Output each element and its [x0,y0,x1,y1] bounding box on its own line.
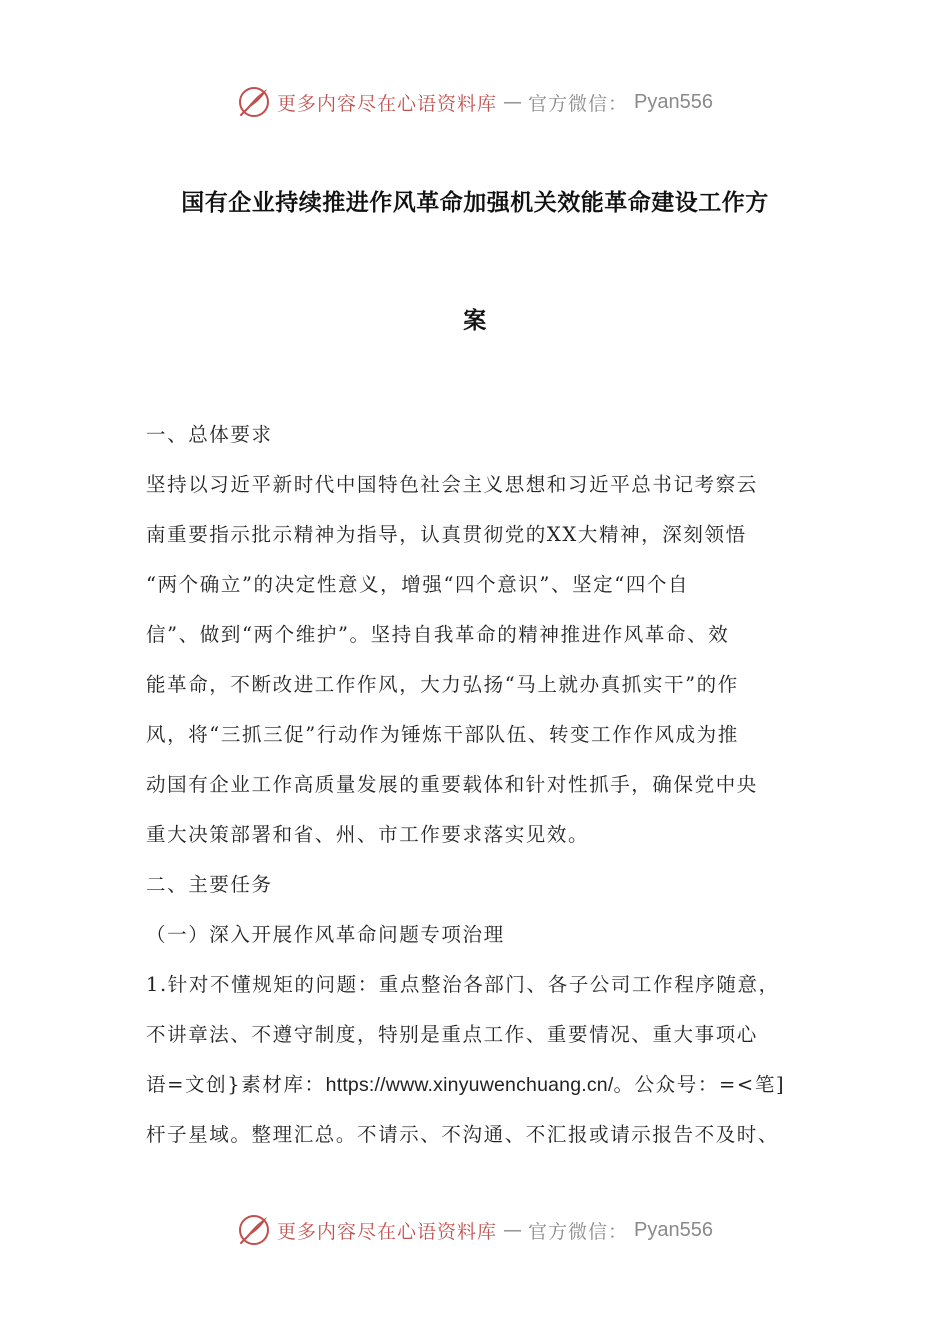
paragraph-line: 动国有企业工作高质量发展的重要载体和针对性抓手，确保党中央 [146,773,758,796]
subsection-heading: （一）深入开展作风革命问题专项治理 [146,923,505,946]
paragraph-line: 重大决策部署和省、州、市工作要求落实见效。 [146,823,590,846]
section-heading-overall-requirements: 一、总体要求 [146,423,273,446]
source-url-link[interactable]: https://www.xinyuwenchuang.cn/ [325,1074,614,1096]
document-title-line-2: 案 [463,308,487,334]
header-watermark [0,80,950,124]
section-heading-main-tasks: 二、主要任务 [146,873,273,896]
footer-watermark [0,1208,950,1252]
watermark-wechat-id: Pyan556 [634,90,713,113]
watermark-label: 官方微信： [528,92,629,115]
paragraph-text: 语=文创}素材库： [146,1073,326,1096]
paragraph-line: 南重要指示批示精神为指导，认真贯彻党的XX大精神，深刻领悟 [146,523,747,546]
watermark-separator: — [503,1219,523,1241]
watermark-brand: 更多内容尽在心语资料库 [277,1220,498,1243]
watermark-wechat-id: Pyan556 [634,1218,713,1241]
paragraph-text: 。公众号：=<笔] [613,1073,786,1096]
paragraph-line: 杆子星域。整理汇总。不请示、不沟通、不汇报或请示报告不及时、 [146,1123,780,1146]
quill-pen-logo-icon [237,1213,271,1247]
watermark-separator: — [503,91,523,113]
paragraph-line: 风，将“三抓三促”行动作为锤炼干部队伍、转变工作作风成为推 [146,723,739,746]
paragraph-line: 不讲章法、不遵守制度，特别是重点工作、重要情况、重大事项心 [146,1023,758,1046]
watermark-label: 官方微信： [528,1220,629,1243]
document-title-line-1: 国有企业持续推进作风革命加强机关效能革命建设工作方 [181,190,769,216]
document-body [146,410,816,1160]
paragraph-line: 信”、做到“两个维护”。坚持自我革命的精神推进作风革命、效 [146,623,730,646]
quill-pen-logo-icon [237,85,271,119]
paragraph-line [146,1060,816,1110]
paragraph-line: “两个确立”的决定性意义，增强“四个意识”、坚定“四个自 [146,573,690,596]
paragraph-line: 能革命，不断改进工作作风，大力弘扬“马上就办真抓实干”的作 [146,673,739,696]
paragraph-line: 1.针对不懂规矩的问题：重点整治各部门、各子公司工作程序随意， [146,973,780,996]
watermark-brand: 更多内容尽在心语资料库 [277,92,498,115]
paragraph-line: 坚持以习近平新时代中国特色社会主义思想和习近平总书记考察云 [146,473,758,496]
